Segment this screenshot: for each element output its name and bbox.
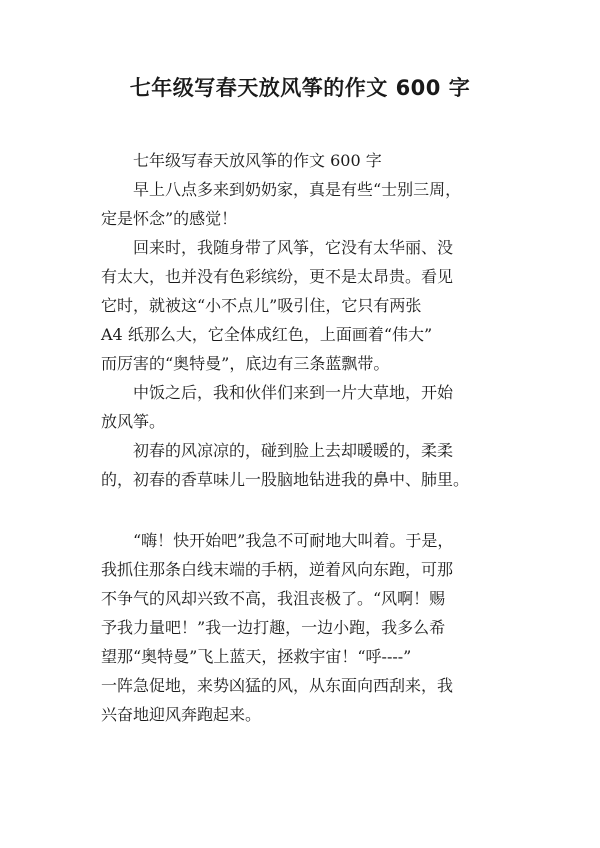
text-line: 予我力量吧！”我一边打趣，一边小跑，我多么希	[101, 618, 446, 637]
paragraph-gap	[101, 494, 513, 526]
text-line: 回来时，我随身带了风筝，它没有太华丽、没	[133, 238, 454, 257]
text-line: 初春的风凉凉的，碰到脸上去却暖暖的，柔柔	[133, 441, 454, 460]
text-line: 而厉害的“奥特曼”，底边有三条蓝飘带。	[101, 354, 390, 373]
text-line: 中饭之后，我和伙伴们来到一片大草地，开始	[133, 383, 454, 402]
text-line: 的，初春的香草味儿一股脑地钻进我的鼻中、肺里。	[101, 470, 470, 489]
text-line: 放风筝。	[101, 412, 166, 431]
text-line: 定是怀念”的感觉！	[101, 209, 238, 228]
text-line: 一阵急促地，来势凶猛的风，从东面向西刮来，我	[101, 676, 454, 695]
text-line: 兴奋地迎风奔跑起来。	[101, 705, 262, 724]
text-line: 我抓住那条白线末端的手柄，逆着风向东跑，可那	[101, 560, 454, 579]
text-line: A4 纸那么大，它全体成红色，上面画着“伟大”	[101, 325, 433, 344]
text-line: 不争气的风却兴致不高，我沮丧极了。“风啊！赐	[101, 589, 446, 608]
page-title: 七年级写春天放风筝的作文 600 字	[129, 76, 471, 100]
article-body	[101, 146, 513, 729]
text-line: 有太大，也并没有色彩缤纷，更不是太昂贵。看见	[101, 267, 454, 286]
text-line: 早上八点多来到奶奶家，真是有些“士别三周，	[133, 180, 462, 199]
subtitle-line: 七年级写春天放风筝的作文 600 字	[133, 151, 382, 170]
text-line: “嗨！快开始吧”我急不可耐地大叫着。于是，	[133, 531, 454, 550]
text-line: 望那“奥特曼”飞上蓝天，拯救宇宙！“呼----”	[101, 647, 412, 666]
text-line: 它时，就被这“小不点儿”吸引住，它只有两张	[101, 296, 422, 315]
